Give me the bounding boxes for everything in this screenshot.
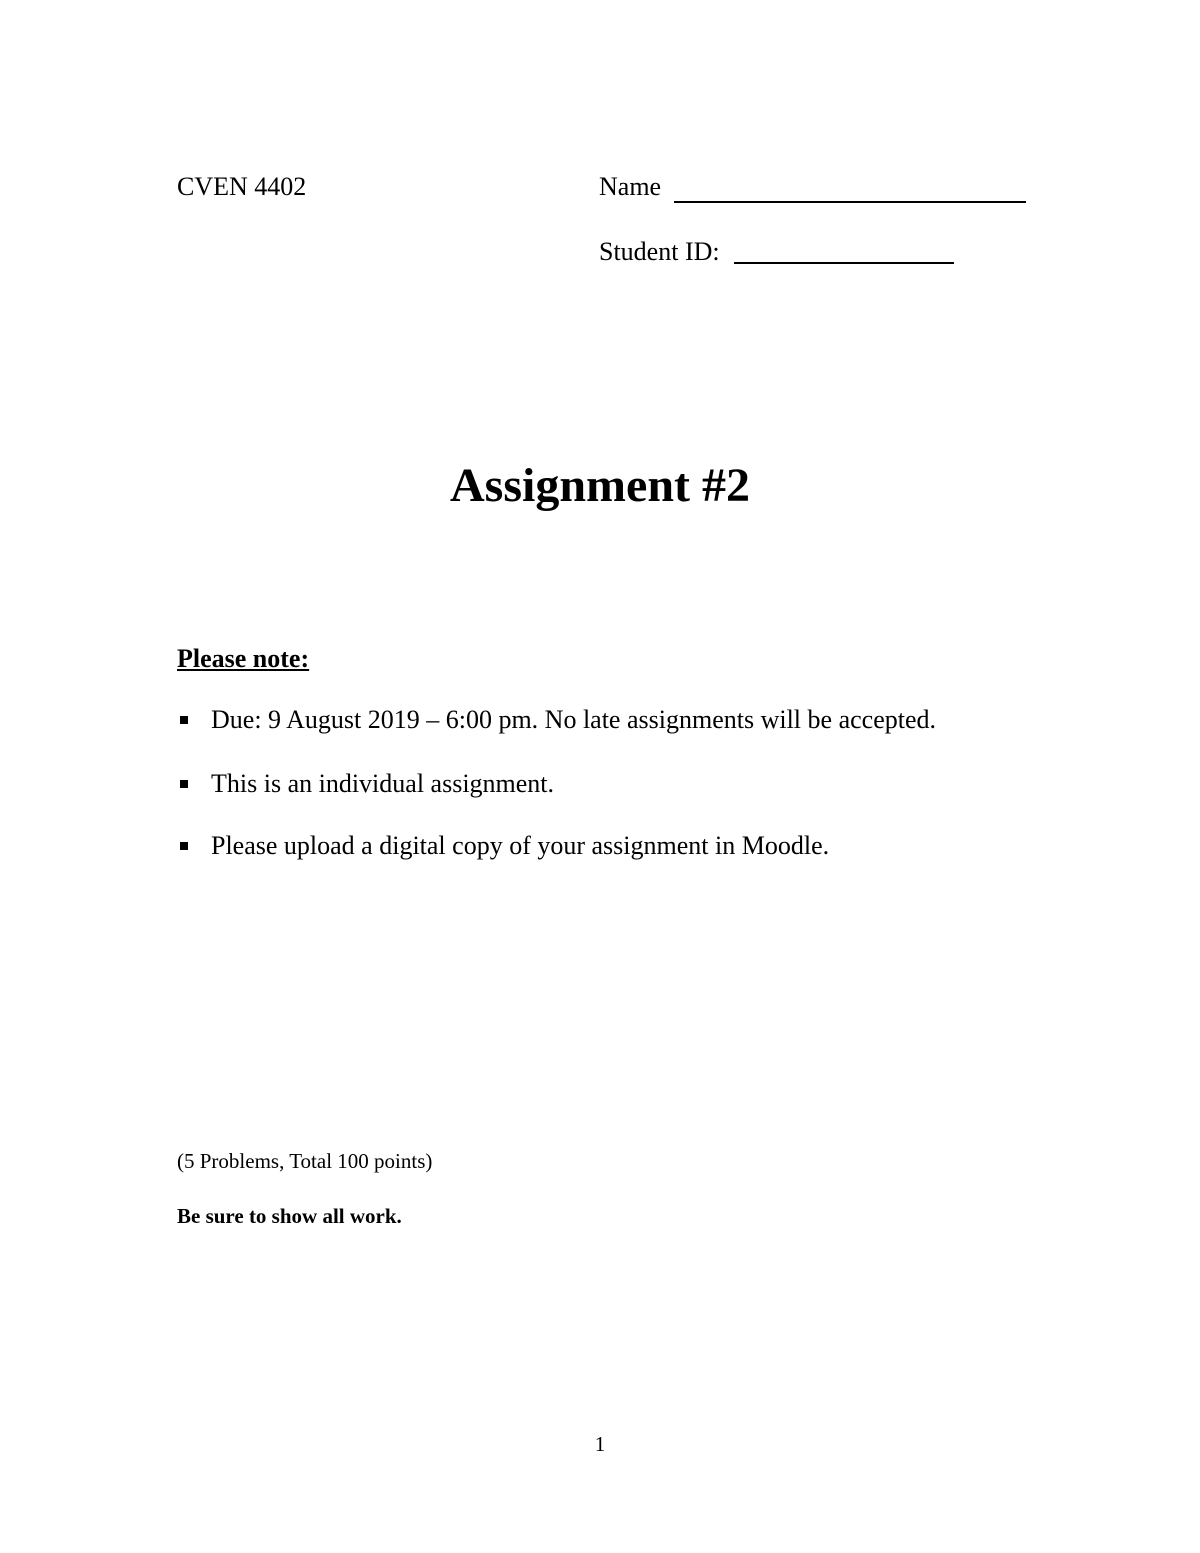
problems-summary: (5 Problems, Total 100 points): [177, 1149, 433, 1173]
name-label: Name: [599, 172, 662, 201]
name-field-line[interactable]: [674, 201, 1026, 203]
course-code: CVEN 4402: [177, 172, 307, 201]
bullet-icon: [180, 842, 188, 850]
show-work-instruction: Be sure to show all work.: [177, 1204, 402, 1228]
notes-heading: Please note:: [177, 644, 310, 673]
student-id-label: Student ID:: [599, 237, 720, 266]
note-item-individual: This is an individual assignment.: [211, 769, 555, 798]
page-title: Assignment #2: [449, 459, 751, 512]
bullet-icon: [180, 780, 188, 788]
bullet-icon: [180, 716, 188, 724]
note-item-due: Due: 9 August 2019 – 6:00 pm. No late assignments will be accepted.: [211, 705, 936, 734]
student-id-field-line[interactable]: [734, 262, 954, 264]
page-number: 1: [594, 1432, 606, 1456]
note-item-upload: Please upload a digital copy of your assignment in Moodle.: [211, 831, 830, 860]
